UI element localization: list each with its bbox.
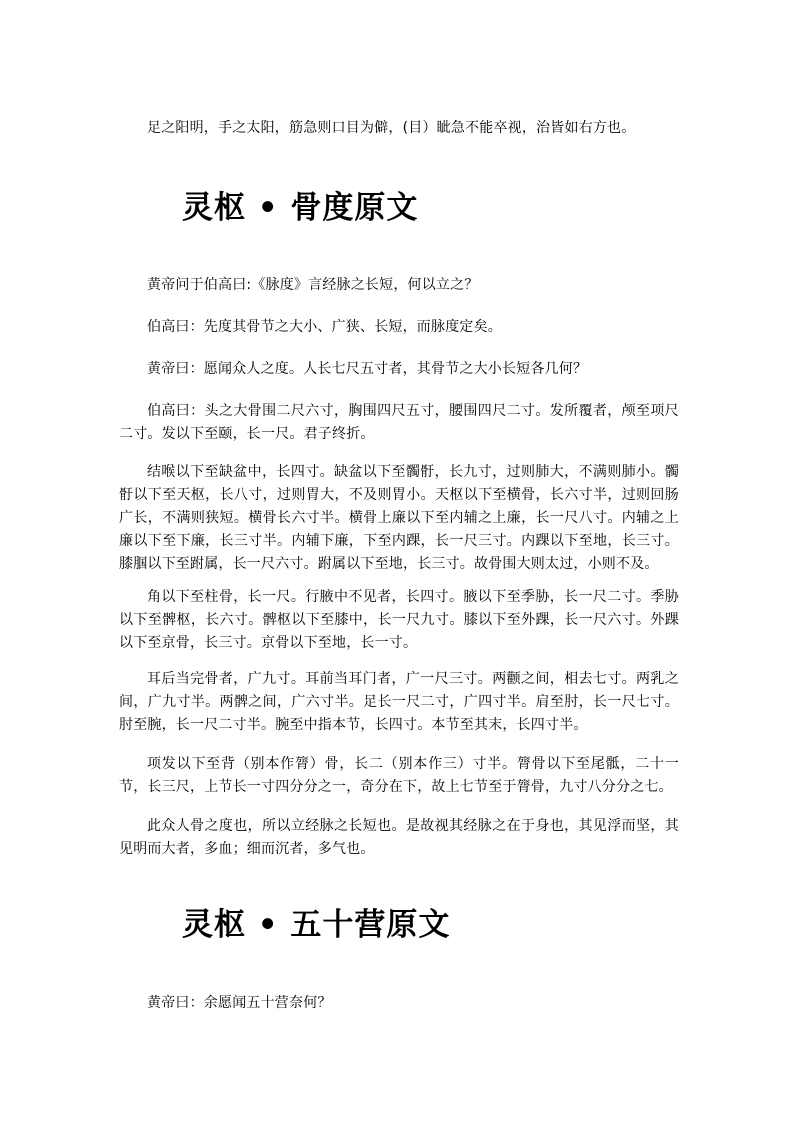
paragraph: 角以下至柱骨，长一尺。行腋中不见者，长四寸。腋以下至季胁，长一尺二寸。季胁以下至髀枢，长六寸。髀枢以下至膝中，长一尺九寸。膝以下至外踝，长一尺六寸。外踝以下至京骨，长三寸。京骨以下至地，长一寸。 [119,589,679,651]
paragraph: 黄帝曰：余愿闻五十营奈何？ [147,995,332,1011]
paragraph: 黄帝曰：愿闻众人之度。人长七尺五寸者，其骨节之大小长短各几何？ [147,361,588,377]
section-heading-gudu: 灵枢 • 骨度原文 [182,190,419,226]
paragraph-top: 足之阳明，手之太阳，筋急则口目为僻，(目）眦急不能卒视，治皆如右方也。 [147,120,636,136]
paragraph: 此众人骨之度也，所以立经脉之长短也。是故视其经脉之在于身也，其见浮而坚，其见明而大者，多血；细而沉者，多气也。 [119,818,679,857]
section-heading-wushiying: 灵枢 • 五十营原文 [182,907,451,943]
paragraph: 项发以下至背（别本作膂）骨，长二（别本作三）寸半。膂骨以下至尾骶，二十一节，长三尺，上节长一寸四分分之一，奇分在下，故上七节至于膂骨，九寸八分分之七。 [119,756,679,795]
paragraph: 结喉以下至缺盆中，长四寸。缺盆以下至髑骬，长九寸，过则肺大，不满则肺小。髑骬以下至天枢，长八寸，过则胃大，不及则胃小。天枢以下至横骨，长六寸半，过则回肠广长，不满则狭短。横骨长六寸半。横骨上廉以下至内辅之上廉，长一尺八寸。内辅之上廉以下至下廉，长三寸半。内辅下廉，下至内踝，长一尺三寸。内踝以下至地，长三寸。膝腘以下至跗属，长一尺六寸。跗属以下至地，长三寸。故骨围大则太过，小则不及。 [119,464,679,572]
paragraph: 伯高曰：头之大骨围二尺六寸，胸围四尺五寸，腰围四尺二寸。发所覆者，颅至项尺二寸。发以下至颐，长一尺。君子终折。 [119,403,679,442]
paragraph: 黄帝问于伯高曰:《脉度》言经脉之长短，何以立之？ [147,277,479,293]
paragraph: 伯高曰：先度其骨节之大小、广狭、长短，而脉度定矣。 [147,319,502,335]
paragraph: 耳后当完骨者，广九寸。耳前当耳门者，广一尺三寸。两颧之间，相去七寸。两乳之间，广九寸半。两髀之间，广六寸半。足长一尺二寸，广四寸半。肩至肘，长一尺七寸。肘至腕，长一尺二寸半。腕至中指本节，长四寸。本节至其末，长四寸半。 [119,671,679,733]
